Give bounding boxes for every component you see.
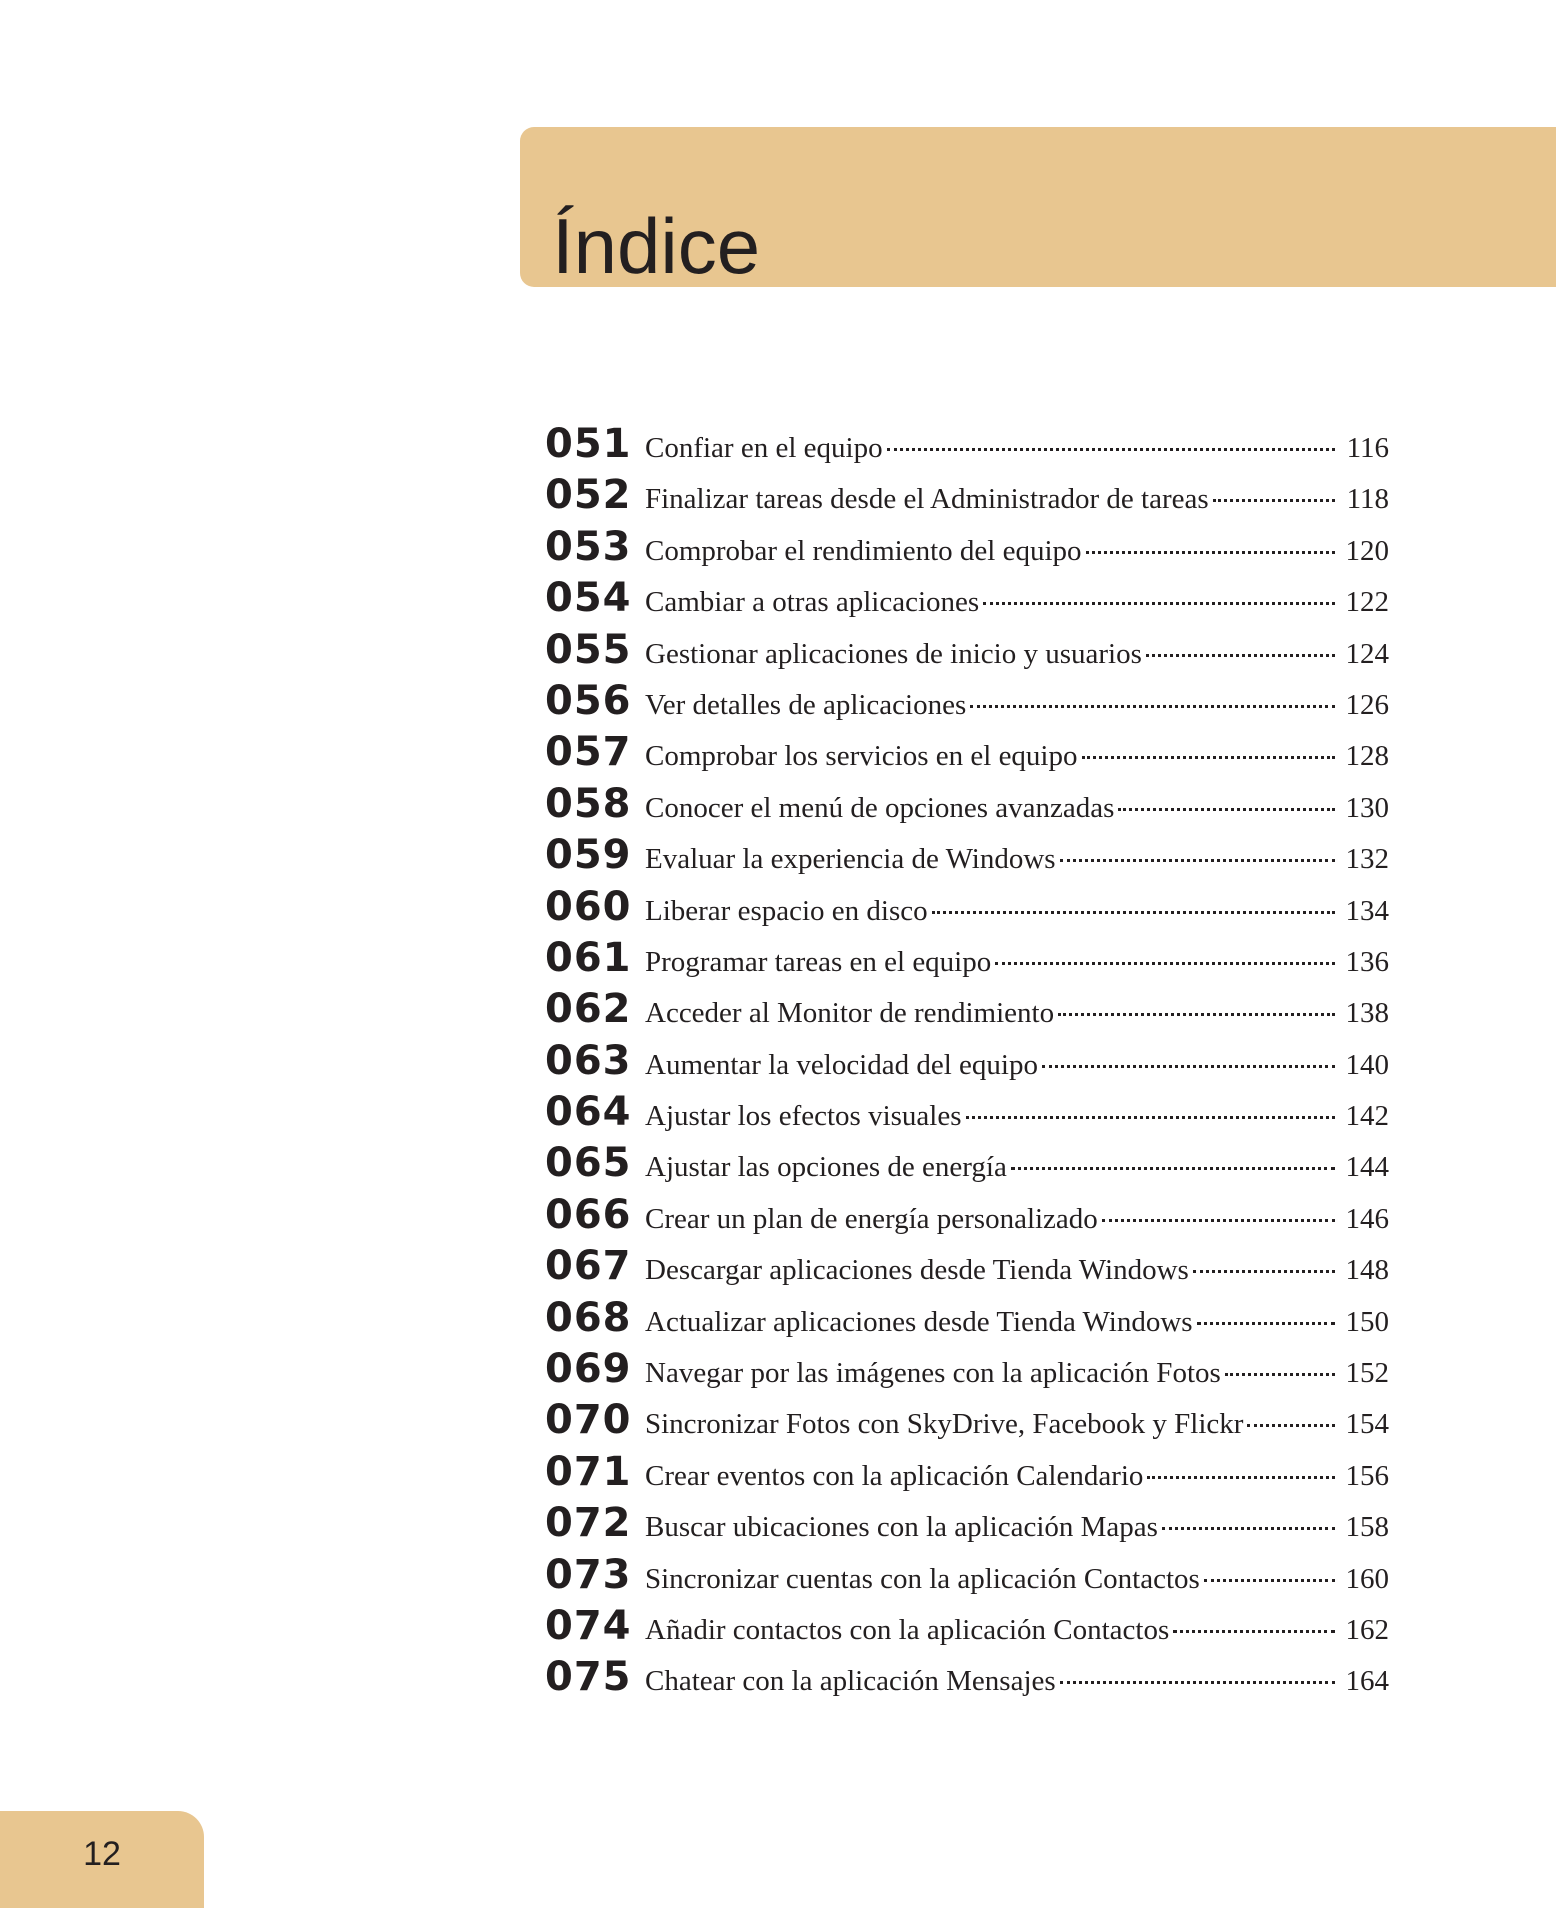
toc-leader-dots — [1082, 756, 1336, 759]
toc-entry-number: 058 — [545, 780, 632, 827]
toc-entry-page: 156 — [1345, 1459, 1389, 1492]
page-number: 12 — [83, 1835, 121, 1873]
toc-entry[interactable] — [545, 1551, 1389, 1606]
toc-entry-title: Crear eventos con la aplicación Calendario — [645, 1459, 1144, 1492]
toc-entry[interactable] — [545, 1089, 1389, 1143]
toc-entry[interactable] — [545, 883, 1389, 938]
toc-entry-number: 072 — [545, 1500, 632, 1547]
toc-entry-page: 142 — [1345, 1100, 1389, 1133]
toc-entry-number: 055 — [545, 626, 632, 673]
toc-entry[interactable] — [545, 1448, 1389, 1503]
toc-entry-number: 065 — [545, 1140, 632, 1187]
toc-entry-title: Ajustar las opciones de energía — [645, 1151, 1007, 1184]
toc-entry-title: Crear un plan de energía personalizado — [645, 1202, 1098, 1235]
toc-entry-number: 062 — [545, 986, 632, 1033]
toc-entry-page: 136 — [1345, 945, 1389, 978]
page-number-tab — [0, 1811, 204, 1908]
toc-entry-number: 075 — [545, 1654, 632, 1701]
toc-leader-dots — [1197, 1322, 1335, 1325]
toc-entry-title: Sincronizar Fotos con SkyDrive, Facebook y Flickr — [645, 1408, 1244, 1441]
toc-entry-title: Navegar por las imágenes con la aplicación Fotos — [645, 1357, 1221, 1390]
toc-leader-dots — [932, 911, 1335, 914]
toc-entry-title: Comprobar los servicios en el equipo — [645, 740, 1078, 773]
toc-entry-title: Conocer el menú de opciones avanzadas — [645, 791, 1115, 824]
toc-entry-number: 074 — [545, 1602, 632, 1649]
toc-entry-page: 120 — [1345, 534, 1389, 567]
toc-entry-page: 130 — [1345, 791, 1389, 824]
toc-entry-number: 063 — [545, 1037, 632, 1084]
toc-leader-dots — [966, 1116, 1335, 1119]
toc-entry-number: 059 — [545, 832, 632, 879]
toc-entry-page: 146 — [1345, 1202, 1389, 1235]
toc-entry[interactable] — [545, 677, 1389, 732]
toc-leader-dots — [1147, 1476, 1335, 1479]
toc-entry-number: 061 — [545, 934, 632, 981]
toc-entry-page: 122 — [1345, 586, 1389, 619]
toc-leader-dots — [1058, 1013, 1335, 1016]
toc-entry-page: 160 — [1345, 1562, 1389, 1595]
toc-entry-page: 128 — [1345, 740, 1389, 773]
toc-entry[interactable] — [545, 1654, 1389, 1708]
toc-entry-page: 116 — [1346, 432, 1389, 464]
toc-entry[interactable] — [545, 575, 1389, 629]
toc-entry-number: 053 — [545, 523, 632, 570]
toc-entry-title: Añadir contactos con la aplicación Contactos — [645, 1613, 1170, 1646]
toc-entry-title: Gestionar aplicaciones de inicio y usuarios — [645, 637, 1142, 670]
toc-entry[interactable] — [545, 1191, 1389, 1246]
toc-leader-dots — [887, 448, 1335, 451]
toc-leader-dots — [970, 705, 1335, 708]
toc-entry[interactable] — [545, 523, 1389, 578]
toc-leader-dots — [1060, 859, 1335, 862]
toc-entry[interactable] — [545, 1037, 1389, 1092]
toc-leader-dots — [1225, 1373, 1335, 1376]
toc-entry-title: Sincronizar cuentas con la aplicación Contactos — [645, 1562, 1200, 1595]
toc-entry-number: 068 — [545, 1294, 632, 1341]
toc-entry[interactable] — [545, 421, 1389, 475]
toc-entry[interactable] — [545, 1294, 1389, 1349]
toc-entry-page: 124 — [1345, 637, 1389, 670]
toc-entry-number: 070 — [545, 1397, 632, 1444]
toc-entry[interactable] — [545, 780, 1389, 835]
toc-entry[interactable] — [545, 626, 1389, 681]
toc-entry-title: Ver detalles de aplicaciones — [645, 688, 967, 721]
toc-entry-page: 118 — [1346, 483, 1389, 516]
toc-entry-title: Evaluar la experiencia de Windows — [645, 843, 1056, 876]
toc-entry[interactable] — [545, 1397, 1389, 1451]
toc-entry[interactable] — [545, 832, 1389, 886]
toc-entry[interactable] — [545, 986, 1389, 1040]
toc-entry-page: 164 — [1345, 1665, 1389, 1698]
toc-entry-page: 162 — [1345, 1613, 1389, 1646]
toc-entry-title: Aumentar la velocidad del equipo — [645, 1048, 1038, 1081]
toc-entry-page: 138 — [1345, 997, 1389, 1030]
toc-entry-number: 052 — [545, 472, 632, 519]
toc-entry-number: 069 — [545, 1346, 632, 1393]
toc-entry-number: 071 — [545, 1448, 632, 1495]
toc-leader-dots — [983, 602, 1335, 605]
toc-entry-title: Buscar ubicaciones con la aplicación Mapas — [645, 1511, 1158, 1544]
toc-entry[interactable] — [545, 472, 1389, 526]
toc-entry-number: 067 — [545, 1243, 632, 1290]
toc-entry-number: 060 — [545, 883, 632, 930]
toc-leader-dots — [995, 962, 1335, 965]
toc-entry-page: 154 — [1345, 1408, 1389, 1441]
toc-leader-dots — [1204, 1579, 1335, 1582]
toc-entry-title: Actualizar aplicaciones desde Tienda Windows — [645, 1305, 1193, 1338]
toc-leader-dots — [1011, 1167, 1335, 1170]
toc-entry-title: Acceder al Monitor de rendimiento — [645, 997, 1055, 1030]
toc-entry-title: Finalizar tareas desde el Administrador de tareas — [645, 483, 1209, 516]
toc-entry-title: Confiar en el equipo — [645, 432, 883, 464]
toc-entry-number: 054 — [545, 575, 632, 622]
toc-leader-dots — [1162, 1527, 1335, 1530]
toc-entry-title: Liberar espacio en disco — [645, 894, 928, 927]
toc-leader-dots — [1247, 1424, 1335, 1427]
toc-leader-dots — [1173, 1630, 1335, 1633]
toc-entry-title: Descargar aplicaciones desde Tienda Windows — [645, 1254, 1189, 1287]
toc-entry[interactable] — [545, 1346, 1389, 1400]
toc-entry-page: 126 — [1345, 688, 1389, 721]
toc-entry-number: 073 — [545, 1551, 632, 1598]
page-title: Índice — [552, 202, 761, 290]
toc-entry-title: Comprobar el rendimiento del equipo — [645, 534, 1082, 567]
toc-entry-title: Cambiar a otras aplicaciones — [645, 586, 980, 619]
toc-entry-page: 140 — [1345, 1048, 1389, 1081]
toc-leader-dots — [1118, 808, 1335, 811]
toc-entry-title: Chatear con la aplicación Mensajes — [645, 1665, 1056, 1698]
toc-entry-page: 144 — [1345, 1151, 1389, 1184]
toc-entry[interactable] — [545, 1243, 1389, 1297]
toc-leader-dots — [1102, 1219, 1335, 1222]
toc-entry-page: 132 — [1345, 843, 1389, 876]
toc-leader-dots — [1042, 1065, 1335, 1068]
toc-entry-page: 158 — [1345, 1511, 1389, 1544]
toc-leader-dots — [1060, 1681, 1335, 1684]
toc-leader-dots — [1086, 551, 1335, 554]
toc-leader-dots — [1146, 654, 1335, 657]
header-band — [520, 127, 1556, 290]
table-of-contents — [545, 421, 1389, 1709]
toc-entry-page: 148 — [1345, 1254, 1389, 1287]
toc-entry[interactable] — [545, 934, 1389, 989]
toc-leader-dots — [1193, 1270, 1335, 1273]
toc-entry[interactable] — [545, 1500, 1389, 1554]
toc-entry-number: 066 — [545, 1191, 632, 1238]
toc-entry-title: Programar tareas en el equipo — [645, 945, 992, 978]
toc-entry[interactable] — [545, 1602, 1389, 1657]
toc-entry-title: Ajustar los efectos visuales — [645, 1100, 962, 1133]
toc-entry[interactable] — [545, 729, 1389, 783]
toc-entry[interactable] — [545, 1140, 1389, 1194]
toc-entry-page: 150 — [1345, 1305, 1389, 1338]
toc-entry-number: 064 — [545, 1089, 632, 1136]
toc-entry-number: 057 — [545, 729, 632, 776]
toc-entry-number: 051 — [545, 421, 632, 467]
toc-entry-page: 134 — [1345, 894, 1389, 927]
toc-leader-dots — [1213, 499, 1335, 502]
toc-entry-page: 152 — [1345, 1357, 1389, 1390]
toc-entry-number: 056 — [545, 677, 632, 724]
